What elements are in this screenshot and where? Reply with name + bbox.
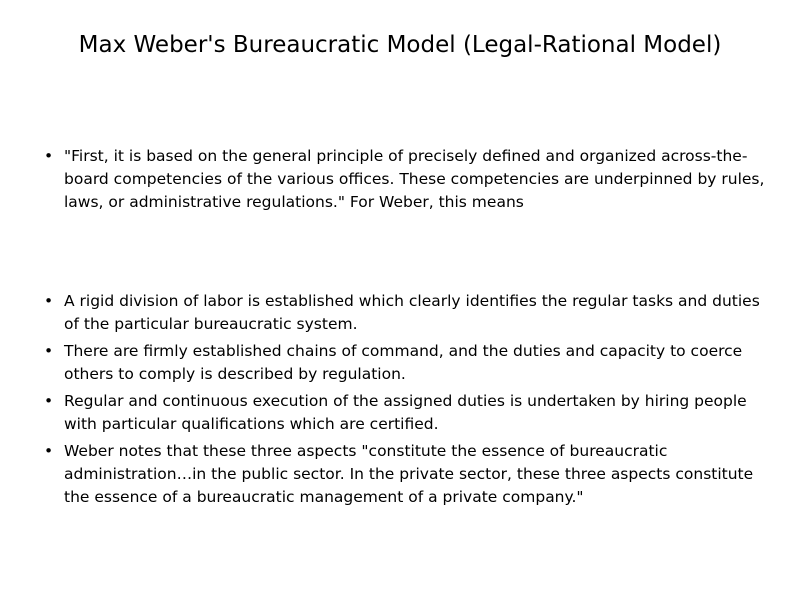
bullet-chain-of-command: • There are firmly established chains of command, and the duties and capacity to coerce others to comply is described by regulation. [40,340,770,386]
bullet-division-of-labor: • A rigid division of labor is established which clearly identifies the regular tasks and duties of the particular bureaucratic system. [40,290,770,336]
intro-bullet: • "First, it is based on the general principle of precisely defined and organized across-the-board competencies of the various offices. These competencies are underpinned by rules, laws, or administrative regulations." For Weber, this means [40,145,770,214]
bullet-list [40,290,770,513]
slide-title: Max Weber's Bureaucratic Model (Legal-Rational Model) [78,32,722,58]
bullet-essence-of-bureaucracy: • Weber notes that these three aspects "constitute the essence of bureaucratic administration…in the public sector. In the private sector, these three aspects constitute the essence of a bureaucratic management of a private company." [40,440,770,509]
intro-bullet-list [40,145,770,218]
bullet-qualifications: • Regular and continuous execution of the assigned duties is undertaken by hiring people with particular qualifications which are certified. [40,390,770,436]
